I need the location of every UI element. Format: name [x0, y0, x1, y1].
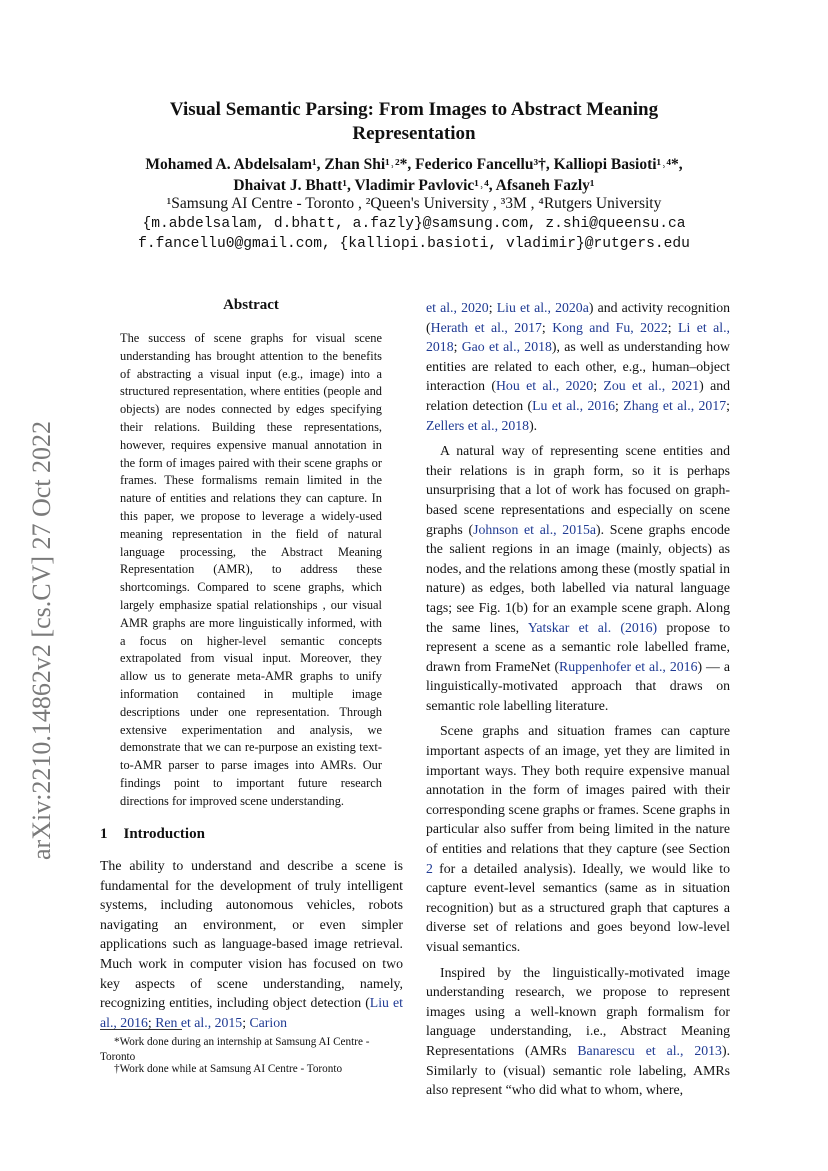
citation-link[interactable]: Ren et al., 2015	[155, 1014, 243, 1030]
authors-line-2: Dhaivat J. Bhatt¹, Vladimir Pavlovic¹˒⁴, Afsaneh Fazly¹	[233, 177, 595, 194]
email-line-1: {m.abdelsalam, d.bhatt, a.fazly}@samsung.com, z.shi@queensu.ca	[142, 216, 686, 232]
citation-link[interactable]: Banarescu et al., 2013	[577, 1042, 722, 1058]
intro-paragraph	[426, 721, 730, 956]
title-line-1: Visual Semantic Parsing: From Images to Abstract Meaning	[169, 99, 659, 120]
affiliations: ¹Samsung AI Centre - Toronto , ²Queen's University , ³3M , ⁴Rutgers University	[166, 195, 662, 212]
citation-link[interactable]: Herath et al., 2017	[430, 319, 542, 335]
abstract-text: The success of scene graphs for visual scene understanding has brought attention to the benefits of abstracting a visual input (e.g., image) into a structured representation, where entities (people and objects) are nodes connected by edges specifying their relations. Building these representations, however, requires expensive manual annotation in the form of images paired with their scene graphs or frames. These formalisms remain limited in the nature of entities and relations they can capture. In this paper, we propose to leverage a widely-used meaning representation in the field of natural language processing, the Abstract Meaning Representation (AMR), to address these shortcomings. Compared to scene graphs, which largely emphasize spatial relationships , our visual AMR graphs are more linguistically informed, with a focus on higher-level semantic concepts extrapolated from visual input. Moreover, they allow us to generate meta-AMR graphs to unify information contained in multiple image descriptions under one representation. Through extensive experimentation and analysis, we demonstrate that we can re-purpose an existing text-to-AMR parser to parse images into AMRs. Our findings point to important future research directions for improved scene understanding.	[120, 331, 382, 808]
title-line-2: Representation	[352, 123, 476, 144]
intro-paragraph: The ability to understand and describe a scene is fundamental for the development of truly intelligent systems, including autonomous vehicles, robots navigating an environment, or even simpler applications such as language-based image retrieval. Much work in computer vision has focused on two key aspects of scene understanding, namely, recognizing entities, including object detection (Liu et al., 2016; Ren et al., 2015; Carion	[100, 858, 403, 1030]
citation-link[interactable]: Gao et al., 2018	[461, 339, 552, 355]
paragraph-text: ), as well as understanding how entities are related to each other, e.g., human–object interaction (	[426, 339, 730, 394]
citation-link[interactable]: Carion	[249, 1014, 288, 1030]
citation-link[interactable]: Liu et al., 2016	[100, 995, 403, 1030]
section-reference-link[interactable]: 2	[426, 860, 433, 876]
paragraph-text: propose to represent a scene as a semantic role labelled frame, drawn from FrameNet (	[426, 619, 730, 674]
citation-link[interactable]: Zou et al., 2021	[603, 378, 700, 394]
paragraph-text: ) — a linguistically-motivated approach that draws on semantic role labelling literature.	[426, 658, 730, 713]
citation-link[interactable]: Kong and Fu, 2022	[552, 319, 668, 335]
citation-link[interactable]: et al., 2020	[426, 300, 489, 315]
abstract-heading: Abstract	[223, 297, 279, 313]
citation-link[interactable]: Ruppenhofer et al., 2016	[559, 658, 698, 674]
intro-left-column	[100, 856, 403, 1032]
email-line-2: f.fancellu0@gmail.com, {kalliopi.basioti, vladimir}@rutgers.edu	[138, 236, 690, 252]
citation-link[interactable]: Li et al., 2018	[426, 319, 730, 355]
intro-paragraph	[426, 963, 730, 1100]
intro-paragraph: et al., 2020; Liu et al., 2020a) and activity recognition (Herath et al., 2017; Kong and Fu, 2022; Li et al., 2018; Gao et al., 2018), as well as understanding how entities are related to each other, e.g., human–object interaction (Hou et al., 2020; Zou et al., 2021) and relation detection (Lu et al., 2016; Zhang et al., 2017; Zellers et al., 2018).	[426, 300, 730, 433]
intro-right-column	[426, 298, 730, 1106]
footnote-2: †Work done while at Samsung AI Centre - Toronto	[114, 1063, 343, 1075]
section-heading-introduction	[100, 826, 205, 843]
paragraph-text: ). Similarly to (visual) semantic role labeling, AMRs also represent “who did what to whom, where,	[426, 1042, 731, 1098]
arxiv-sidebar-id: arXiv:2210.14862v2 [cs.CV] 27 Oct 2022	[27, 420, 56, 860]
citation-link[interactable]: Lu et al., 2016	[532, 397, 616, 413]
citation-link[interactable]: Zhang et al., 2017	[623, 397, 727, 413]
footnote-1: *Work done during an internship at Samsung AI Centre - Toronto	[100, 1036, 370, 1063]
citation-link[interactable]: Johnson et al., 2015a	[473, 521, 597, 537]
paragraph-text: Scene graphs and situation frames can capture important aspects of an image, yet they are limited in important ways. They both require expensive manual annotation in the form of images paired with their corresponding scene graphs or frames. Scene graphs in particular also suffer from being limited in the nature of entities and relations that they capture (see Section	[426, 723, 730, 857]
paragraph-text: Inspired by the linguistically-motivated image understanding research, we propose to represent images using a well-known graph formalism for language understanding, i.e., Abstract Meaning Representations (AMRs	[426, 964, 730, 1058]
author-list	[60, 154, 768, 196]
paragraph-text: for a detailed analysis). Ideally, we would like to capture event-level semantics (same as in situation recognition) but as a structured graph that captures a diverse set of relations and goes beyond low-level visual semantics.	[426, 860, 730, 954]
paragraph-text: A natural way of representing scene entities and their relations is in graph form, so it is perhaps unsurprising that a lot of work has focused on graph-based scene representations and especially on scene graphs (	[426, 443, 730, 537]
authors-line-1: Mohamed A. Abdelsalam¹, Zhan Shi¹˒²*, Federico Fancellu³†, Kalliopi Basioti¹˒⁴*,	[145, 156, 683, 173]
paper-title	[60, 98, 768, 146]
citation-link[interactable]: Hou et al., 2020	[495, 378, 594, 394]
citation-link[interactable]: Zellers et al., 2018	[426, 417, 530, 433]
citation-link[interactable]: Yatskar et al. (2016)	[527, 619, 658, 635]
intro-paragraph	[426, 441, 730, 715]
section-title: Introduction	[123, 826, 205, 842]
footnote-divider	[100, 1029, 182, 1030]
paragraph-text: ) and relation detection (	[426, 378, 730, 413]
section-number: 1	[100, 826, 108, 842]
paragraph-text: The ability to understand and describe a scene is fundamental for the development of truly intelligent systems, including autonomous vehicles, robots navigating an environment, or even simpler applications such as language-based image retrieval. Much work in computer vision has focused on two key aspects of scene understanding, namely, recognizing entities, including object detection (	[100, 858, 403, 1011]
citation-link[interactable]: Liu et al., 2020a	[496, 300, 589, 315]
paragraph-text: ). Scene graphs encode the salient regions in an image (mainly, objects) as nodes, and the relations among these (mostly spatial in nature) as edges, both labelled via natural language tags; see Fig. 1(b) for an example scene graph. Along the same lines,	[426, 521, 731, 635]
paragraph-text: ) and activity recognition (	[426, 300, 730, 335]
